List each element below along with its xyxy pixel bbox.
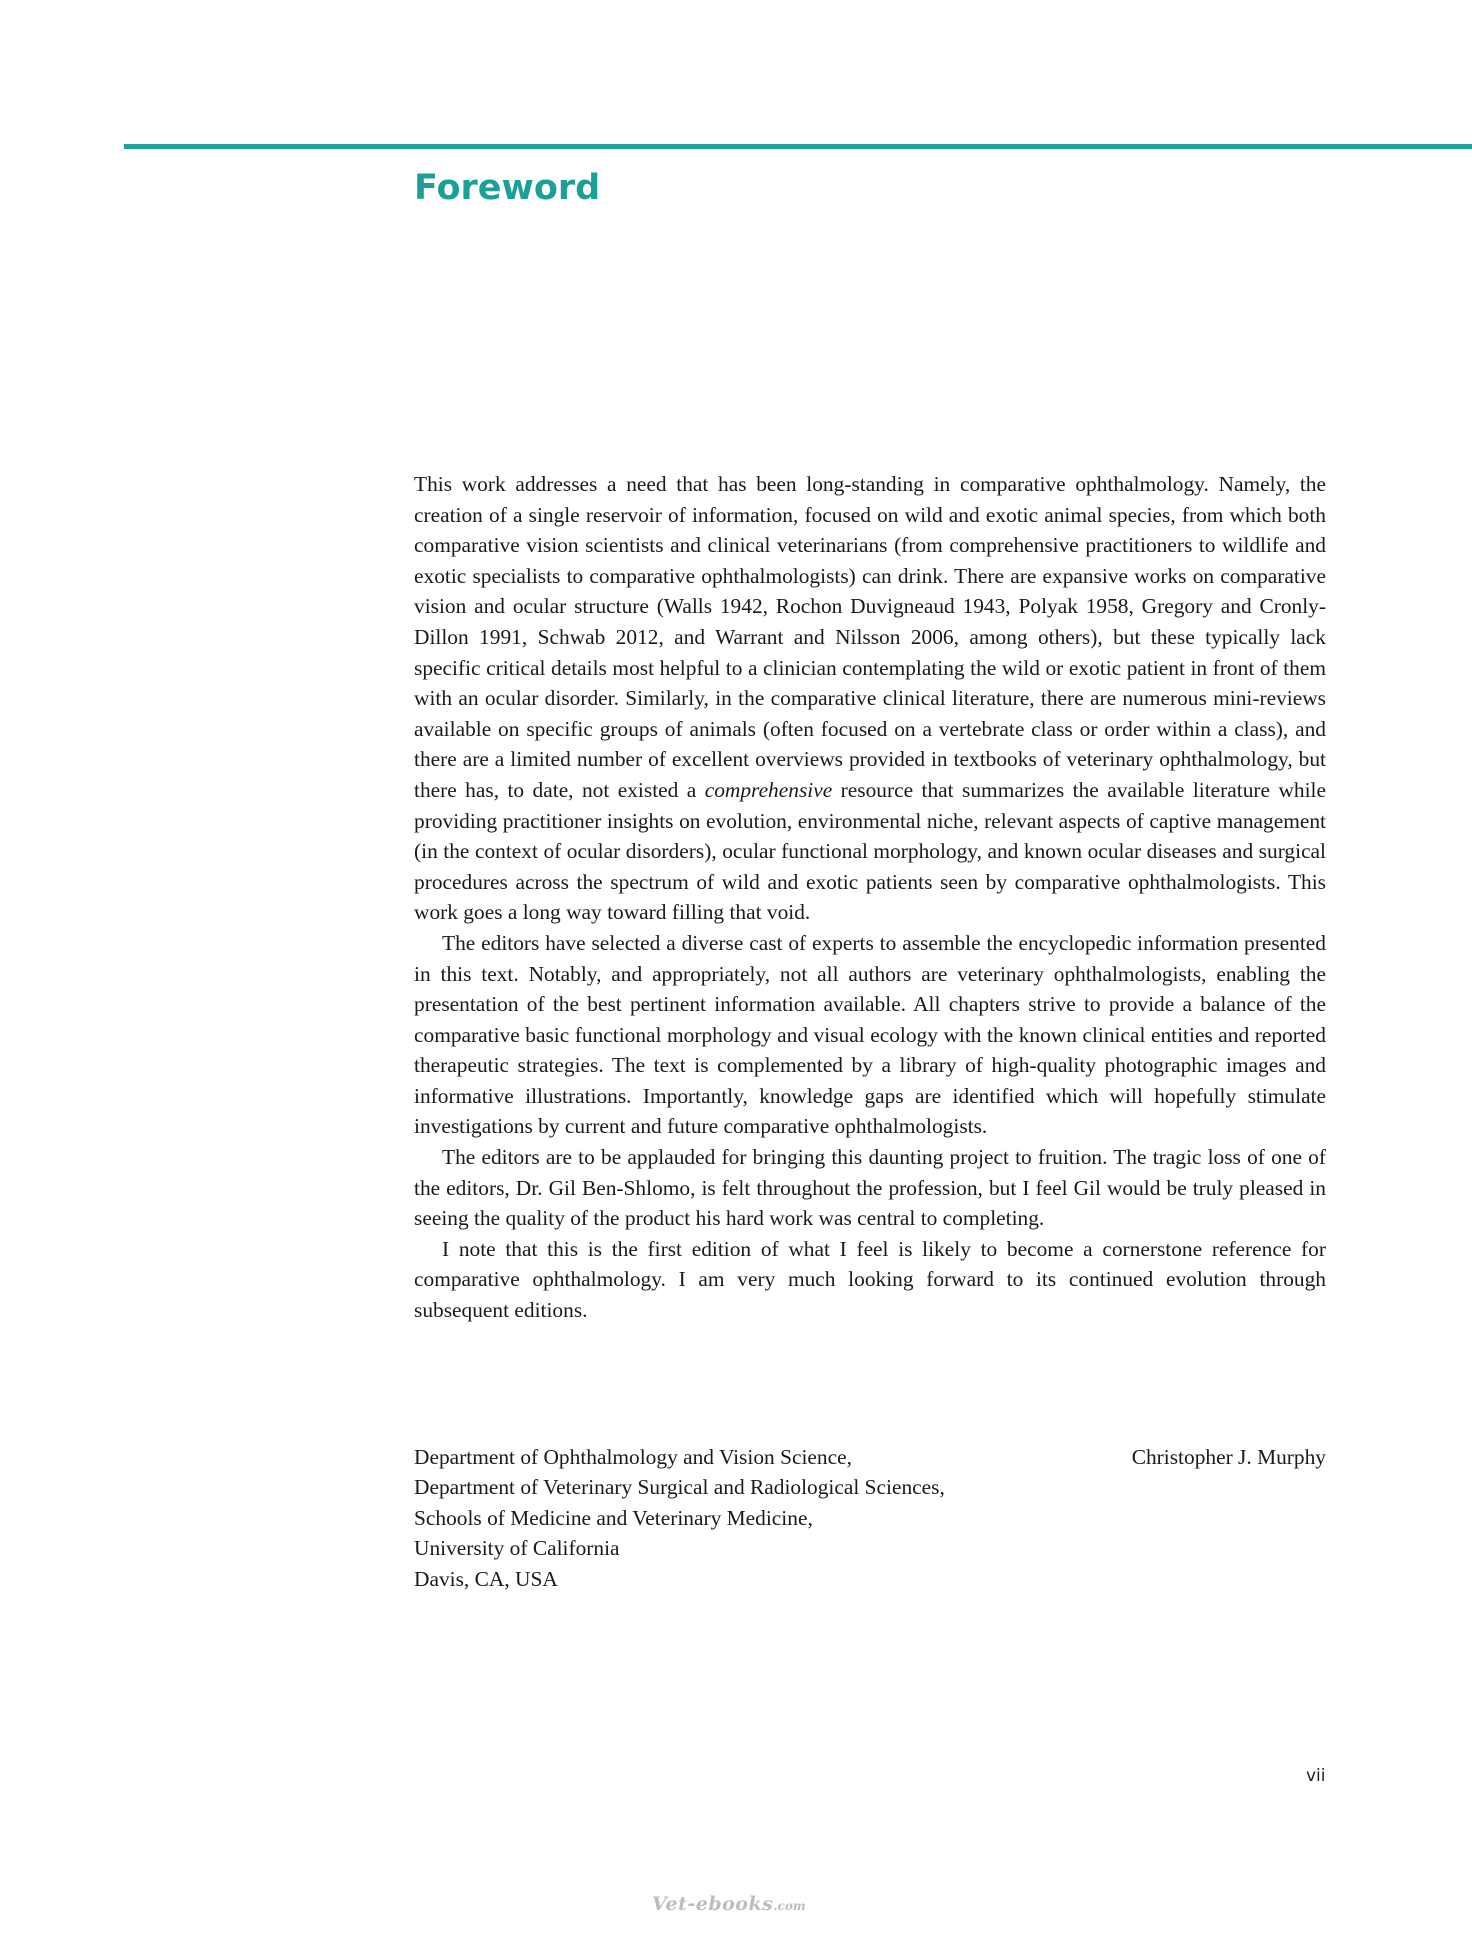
signature-block <box>414 1442 1326 1594</box>
affiliation-line: Department of Veterinary Surgical and Radiological Sciences, <box>414 1475 945 1500</box>
affiliation-line: Davis, CA, USA <box>414 1566 558 1591</box>
watermark-suffix: .com <box>773 1899 806 1913</box>
paragraph-3: The editors are to be applauded for bringing this daunting project to fruition. The tragic loss of one of the editors, Dr. Gil Ben-Shlomo, is felt throughout the profession, but I feel Gil would be truly pleased in seeing the quality of the product his hard work was central to completing. <box>414 1145 1326 1231</box>
paragraph-1-text-before: This work addresses a need that has been long-standing in comparative ophthalmology. Namely, the creation of a single reservoir of information, focused on wild and exotic animal species, from which both comparative vision scientists and clinical veterinarians (from comprehensive practitioners to wildlife and exotic specialists to comparative ophthalmologists) can drink. There are expansive works on comparative vision and ocular structure (Walls 1942, Rochon Duvigneaud 1943, Polyak 1958, Gregory and Cronly-Dillon 1991, Schwab 2012, and Warrant and Nilsson 2006, among others), but these typically lack specific critical details most helpful to a clinician contemplating the wild or exotic patient in front of them with an ocular disorder. Similarly, in the comparative clinical literature, there are numerous mini-reviews available on specific groups of animals (often focused on a vertebrate class or order within a class), and there are a limited number of excellent overviews provided in textbooks of veterinary ophthalmology, but there has, to date, not existed a <box>414 472 1326 802</box>
affiliation-line: Schools of Medicine and Veterinary Medicine, <box>414 1505 813 1530</box>
paragraph-1 <box>414 469 1326 928</box>
paragraph-2: The editors have selected a diverse cast of experts to assemble the encyclopedic information presented in this text. Notably, and appropriately, not all authors are veterinary ophthalmologists, enabling the presentation of the best pertinent information available. All chapters strive to provide a balance of the comparative basic functional morphology and visual ecology with the known clinical entities and reported therapeutic strategies. The text is complemented by a library of high-quality photographic images and informative illustrations. Importantly, knowledge gaps are identified which will hopefully stimulate investigations by current and future comparative ophthalmologists. <box>414 930 1326 1139</box>
affiliation-line: Department of Ophthalmology and Vision Science, <box>414 1445 852 1469</box>
foreword-body <box>414 469 1326 1326</box>
page-number: vii <box>1306 1766 1326 1786</box>
header-rule <box>124 144 1472 149</box>
affiliation-line: University of California <box>414 1536 620 1561</box>
paragraph-1-text-after: resource that summarizes the available literature while providing practitioner insights on evolution, environmental niche, relevant aspects of captive management (in the context of ocular disorders), ocular functional morphology, and known ocular diseases and surgical procedures across the spectrum of wild and exotic patients seen by comparative ophthalmologists. This work goes a long way toward filling that void. <box>414 777 1326 925</box>
watermark-main: Vet-ebooks <box>652 1893 774 1915</box>
author-name: Christopher J. Murphy <box>1131 1445 1326 1469</box>
watermark <box>652 1893 806 1915</box>
paragraph-4: I note that this is the first edition of what I feel is likely to become a cornerstone reference for comparative ophthalmology. I am very much looking forward to its continued evolution through subsequent editions. <box>414 1236 1326 1323</box>
page-title: Foreword <box>414 168 601 208</box>
paragraph-1-emphasis: comprehensive <box>704 777 833 802</box>
